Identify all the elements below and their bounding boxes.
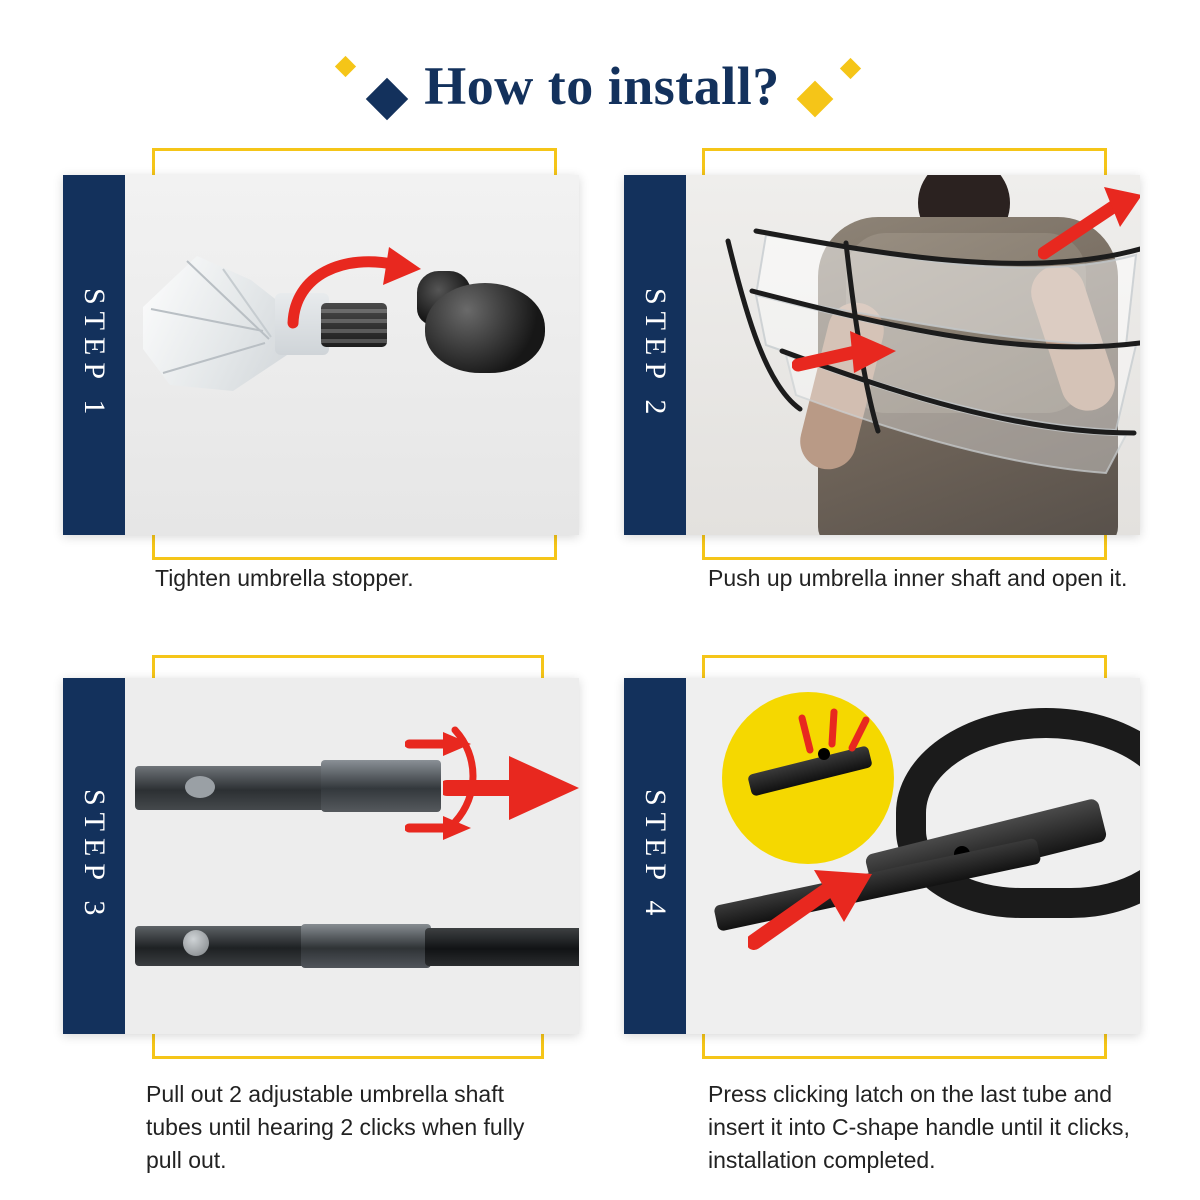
step-2-tab [624, 175, 686, 535]
red-arrow-up-right-icon [1038, 183, 1140, 263]
shaft-tube-mid-lower [301, 924, 431, 968]
step-2-caption: Push up umbrella inner shaft and open it. [708, 565, 1128, 591]
red-arrow-right-icon [792, 325, 902, 387]
shaft-tube-hole [185, 776, 215, 798]
gold-diamond-icon [335, 55, 356, 76]
header-decoration-right [802, 61, 828, 112]
step-1-tab [63, 175, 125, 535]
step-1-caption: Tighten umbrella stopper. [155, 565, 414, 591]
red-arrow-up-right-icon [748, 864, 878, 954]
canopy-rib-lines [143, 247, 293, 397]
red-curved-arrow-icon [285, 247, 425, 337]
step-1-label: STEP 1 [78, 288, 111, 422]
umbrella-stopper-cap [425, 283, 545, 373]
shaft-screw [183, 930, 209, 956]
step-3-panel [63, 678, 579, 1034]
shaft-tube-outer-upper [321, 760, 441, 812]
step-4-panel [624, 678, 1140, 1034]
step-1-image [125, 175, 579, 535]
shaft-tube-outer-lower [425, 928, 579, 966]
header-decoration-left [372, 59, 402, 114]
step-3-caption: Pull out 2 adjustable umbrella shaft tubes until hearing 2 clicks when fully pull out. [146, 1081, 525, 1173]
step-2-panel [624, 175, 1140, 535]
shaft-tube-inner-lower [135, 926, 305, 966]
navy-diamond-icon [366, 77, 408, 119]
click-burst-icon [794, 706, 874, 766]
page-title: How to install? [424, 56, 780, 116]
step-3-tab [63, 678, 125, 1034]
step-4-label: STEP 4 [639, 789, 672, 923]
step-2-label: STEP 2 [639, 288, 672, 422]
step-4-tab [624, 678, 686, 1034]
shaft-tube-inner-upper [135, 766, 325, 810]
gold-diamond-icon [840, 57, 861, 78]
red-curved-tube-marker-icon [425, 722, 485, 830]
step-3-image [125, 678, 579, 1034]
gold-diamond-large-icon [796, 80, 833, 117]
step-1-panel [63, 175, 579, 535]
step-4-caption: Press clicking latch on the last tube and insert it into C-shape handle until it clicks, installation completed. [708, 1081, 1130, 1173]
step-4-image [686, 678, 1140, 1034]
page-header [0, 46, 1200, 126]
step-2-image [686, 175, 1140, 535]
step-3-label: STEP 3 [78, 789, 111, 923]
